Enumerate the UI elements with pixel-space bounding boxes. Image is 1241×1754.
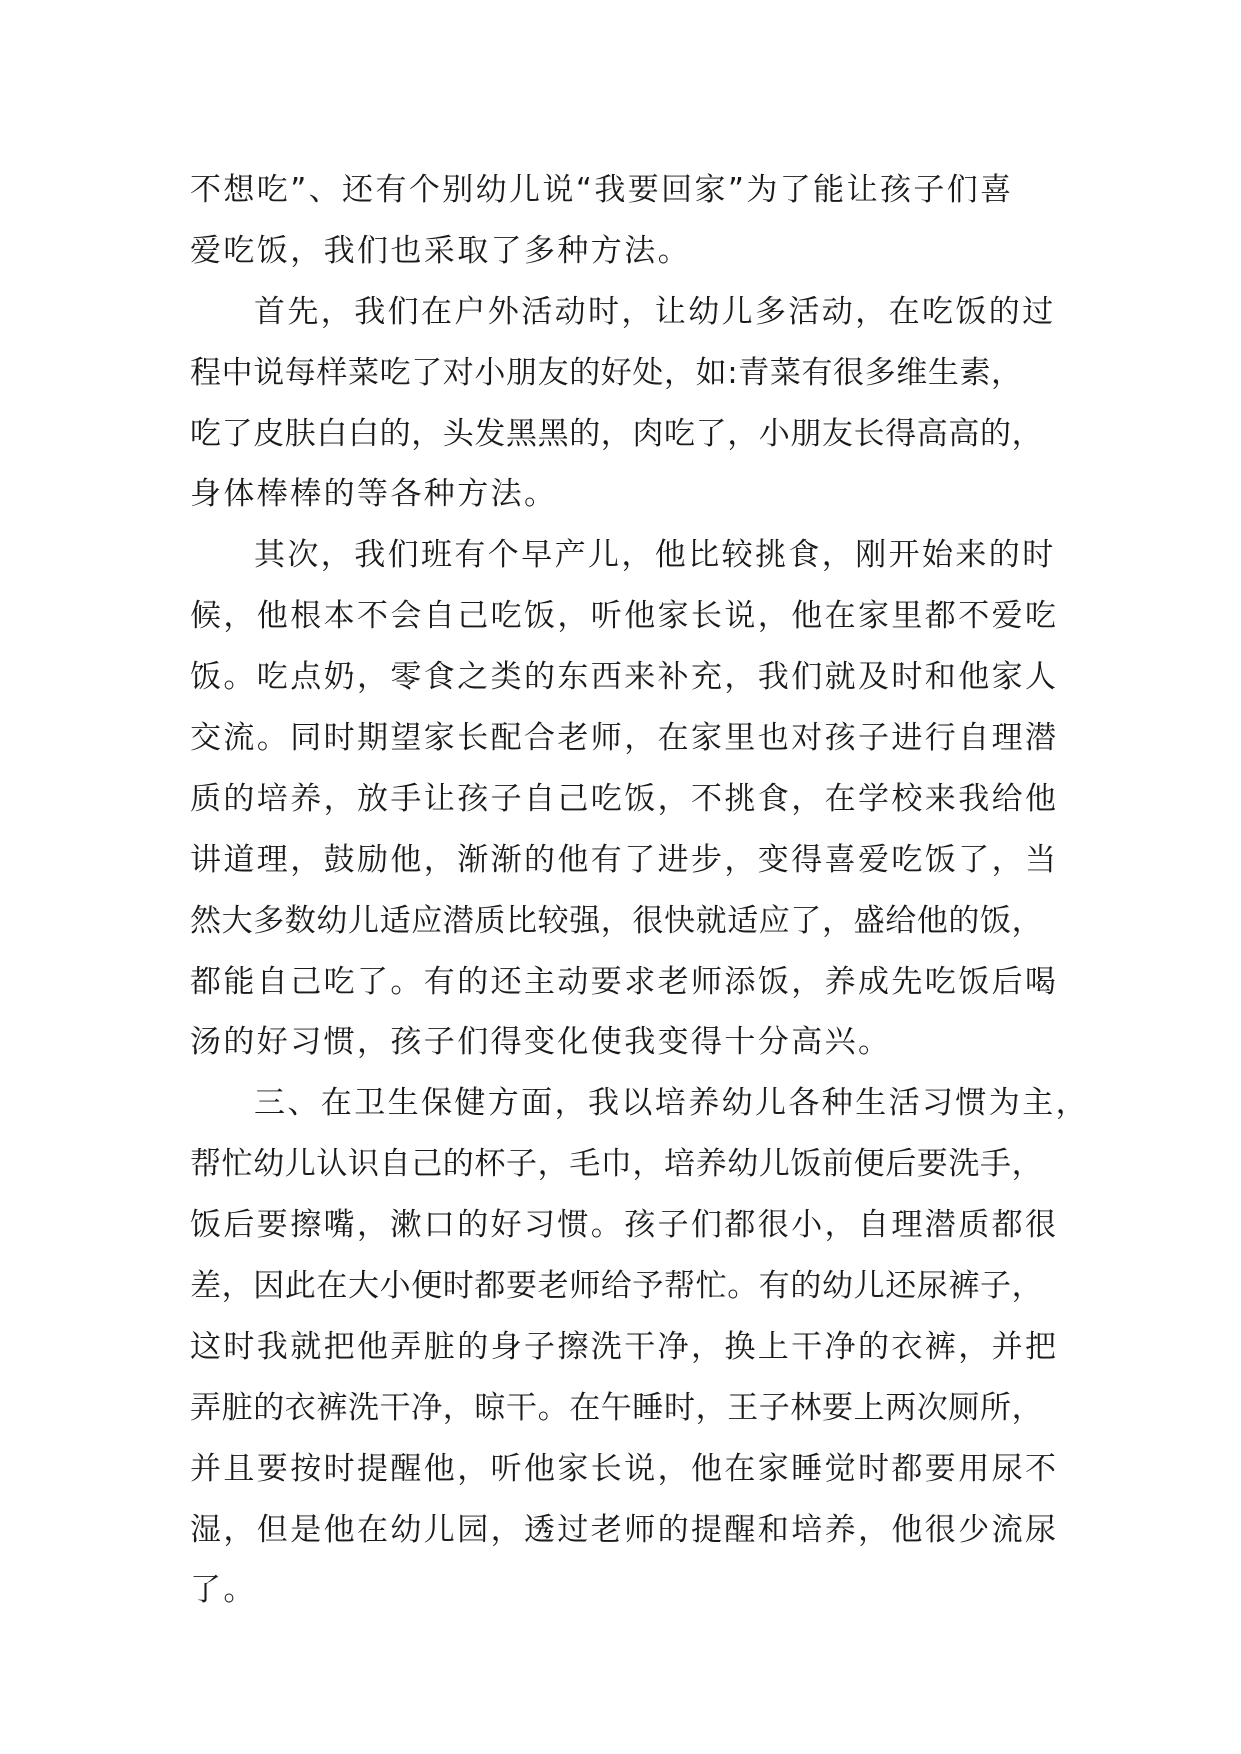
text-line: 帮忙幼儿认识自己的杯子，毛巾，培养幼儿饭前便后要洗手， xyxy=(190,1146,1044,1183)
text-line: 交流。同时期望家长配合老师，在家里也对孩子进行自理潜 xyxy=(190,720,1059,757)
body-text xyxy=(190,160,1089,1621)
text-line: 讲道理，鼓励他，渐渐的他有了进步，变得喜爱吃饭了，当 xyxy=(190,841,1059,878)
text-line: 弄脏的衣裤洗干净，晾干。在午睡时，王子林要上两次厕所， xyxy=(190,1389,1044,1426)
text-line: 候，他根本不会自己吃饭，听他家长说，他在家里都不爱吃 xyxy=(190,598,1059,635)
text-line: 程中说每样菜吃了对小朋友的好处，如:青菜有很多维生素， xyxy=(190,354,1023,391)
text-line: 并且要按时提醒他，听他家长说，他在家睡觉时都要用尿不 xyxy=(190,1450,1059,1487)
text-line: 不想吃”、还有个别幼儿说“我要回家”为了能让孩子们喜 xyxy=(190,172,1014,208)
text-line: 差，因此在大小便时都要老师给予帮忙。有的幼儿还尿裤子， xyxy=(190,1268,1044,1305)
text-line: 这时我就把他弄脏的身子擦洗干净，换上干净的衣裤，并把 xyxy=(190,1328,1059,1365)
paragraph-first-line: 首先，我们在户外活动时，让幼儿多活动，在吃饭的过 xyxy=(254,293,1056,330)
text-line: 吃了皮肤白白的，头发黑黑的，肉吃了，小朋友长得高高的， xyxy=(190,415,1044,452)
text-line: 饭。吃点奶，零食之类的东西来补充，我们就及时和他家人 xyxy=(190,659,1059,696)
text-line: 身体棒棒的等各种方法。 xyxy=(190,476,558,513)
text-line: 质的培养，放手让孩子自己吃饭，不挑食，在学校来我给他 xyxy=(190,780,1059,817)
text-line: 然大多数幼儿适应潜质比较强，很快就适应了，盛给他的饭， xyxy=(190,902,1044,939)
text-line: 汤的好习惯，孩子们得变化使我变得十分高兴。 xyxy=(190,1024,892,1061)
paragraph-first-line: 三、在卫生保健方面，我以培养幼儿各种生活习惯为主， xyxy=(254,1085,1089,1122)
paragraph-first-line: 其次，我们班有个早产儿，他比较挑食，刚开始来的时 xyxy=(254,537,1056,574)
text-line: 了。 xyxy=(190,1572,257,1609)
text-line: 饭后要擦嘴，漱口的好习惯。孩子们都很小，自理潜质都很 xyxy=(190,1207,1059,1244)
text-line: 爱吃饭，我们也采取了多种方法。 xyxy=(190,232,691,269)
text-line: 湿，但是他在幼儿园，透过老师的提醒和培养，他很少流尿 xyxy=(190,1511,1059,1548)
text-line: 都能自己吃了。有的还主动要求老师添饭，养成先吃饭后喝 xyxy=(190,963,1059,1000)
